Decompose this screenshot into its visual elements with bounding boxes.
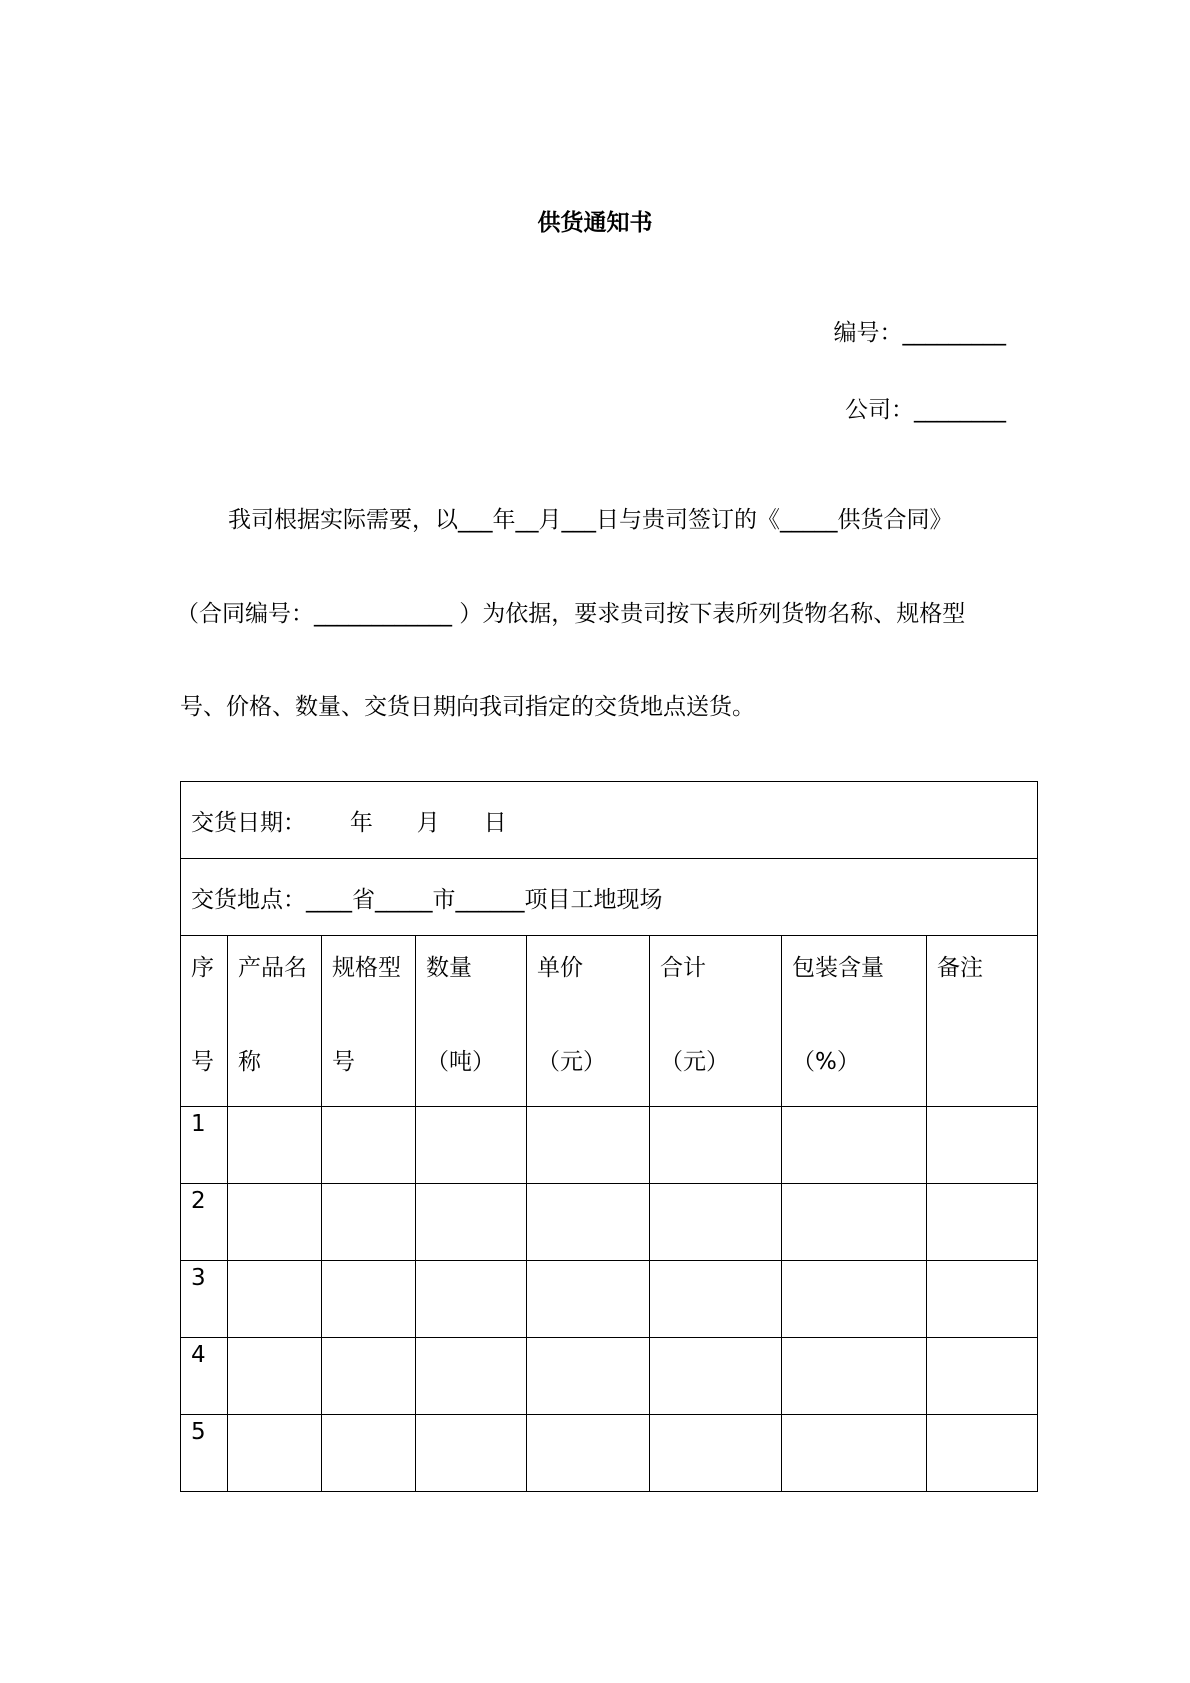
table-cell[interactable] — [782, 1338, 927, 1415]
table-cell[interactable] — [322, 1338, 416, 1415]
header-unit-price: 单价 （元） — [527, 936, 650, 1107]
header-remarks: 备注 — [927, 936, 1038, 1107]
row-number: 1 — [181, 1107, 228, 1184]
table-row — [181, 1415, 1038, 1492]
header-total: 合计 （元） — [650, 936, 782, 1107]
table-cell[interactable] — [650, 1261, 782, 1338]
table-cell[interactable] — [927, 1107, 1038, 1184]
document-number-field: 编号：_________ — [833, 320, 1006, 346]
table-cell[interactable] — [650, 1184, 782, 1261]
table-cell[interactable] — [782, 1184, 927, 1261]
table-cell[interactable] — [228, 1261, 322, 1338]
table-cell[interactable] — [527, 1261, 650, 1338]
table-cell[interactable] — [322, 1415, 416, 1492]
table-cell[interactable] — [228, 1338, 322, 1415]
table-cell[interactable] — [322, 1184, 416, 1261]
supply-table — [180, 781, 1038, 1492]
delivery-place-cell: 交货地点：____省_____市______项目工地现场 — [181, 859, 1038, 936]
paragraph-line-1: 我司根据实际需要，以___年__月___日与贵司签订的《_____供货合同》 — [228, 507, 953, 533]
table-cell[interactable] — [416, 1338, 527, 1415]
row-number: 2 — [181, 1184, 228, 1261]
table-cell[interactable] — [322, 1107, 416, 1184]
table-row — [181, 1107, 1038, 1184]
row-number: 4 — [181, 1338, 228, 1415]
company-field: 公司：________ — [845, 397, 1006, 423]
table-cell[interactable] — [782, 1415, 927, 1492]
table-cell[interactable] — [650, 1415, 782, 1492]
document-title: 供货通知书 — [537, 210, 653, 236]
table-header-row — [181, 936, 1038, 1107]
table-cell[interactable] — [416, 1261, 527, 1338]
header-packaging: 包装含量 （%） — [782, 936, 927, 1107]
header-spec: 规格型 号 — [322, 936, 416, 1107]
paragraph-line-3: 号、价格、数量、交货日期向我司指定的交货地点送货。 — [180, 694, 755, 720]
table-cell[interactable] — [782, 1107, 927, 1184]
table-cell[interactable] — [927, 1261, 1038, 1338]
table-cell[interactable] — [782, 1261, 927, 1338]
table-cell[interactable] — [228, 1107, 322, 1184]
table-cell[interactable] — [527, 1338, 650, 1415]
table-cell[interactable] — [527, 1107, 650, 1184]
table-cell[interactable] — [927, 1184, 1038, 1261]
table-cell[interactable] — [927, 1415, 1038, 1492]
table-cell[interactable] — [650, 1338, 782, 1415]
table-cell[interactable] — [228, 1184, 322, 1261]
row-number: 3 — [181, 1261, 228, 1338]
delivery-place-row — [181, 859, 1038, 936]
header-product-name: 产品名 称 — [228, 936, 322, 1107]
table-cell[interactable] — [650, 1107, 782, 1184]
paragraph-line-2: （合同编号：____________ ）为依据，要求贵司按下表所列货物名称、规格型 — [176, 601, 966, 627]
table-row — [181, 1184, 1038, 1261]
row-number: 5 — [181, 1415, 228, 1492]
table-cell[interactable] — [416, 1415, 527, 1492]
table-row — [181, 1261, 1038, 1338]
table-row — [181, 1338, 1038, 1415]
delivery-date-row — [181, 782, 1038, 859]
table-cell[interactable] — [228, 1415, 322, 1492]
table-cell[interactable] — [322, 1261, 416, 1338]
table-cell[interactable] — [527, 1415, 650, 1492]
header-serial: 序 号 — [181, 936, 228, 1107]
table-cell[interactable] — [527, 1184, 650, 1261]
header-quantity: 数量 （吨） — [416, 936, 527, 1107]
table-cell[interactable] — [927, 1338, 1038, 1415]
delivery-date-cell: 交货日期： 年 月 日 — [181, 782, 1038, 859]
table-cell[interactable] — [416, 1184, 527, 1261]
table-cell[interactable] — [416, 1107, 527, 1184]
